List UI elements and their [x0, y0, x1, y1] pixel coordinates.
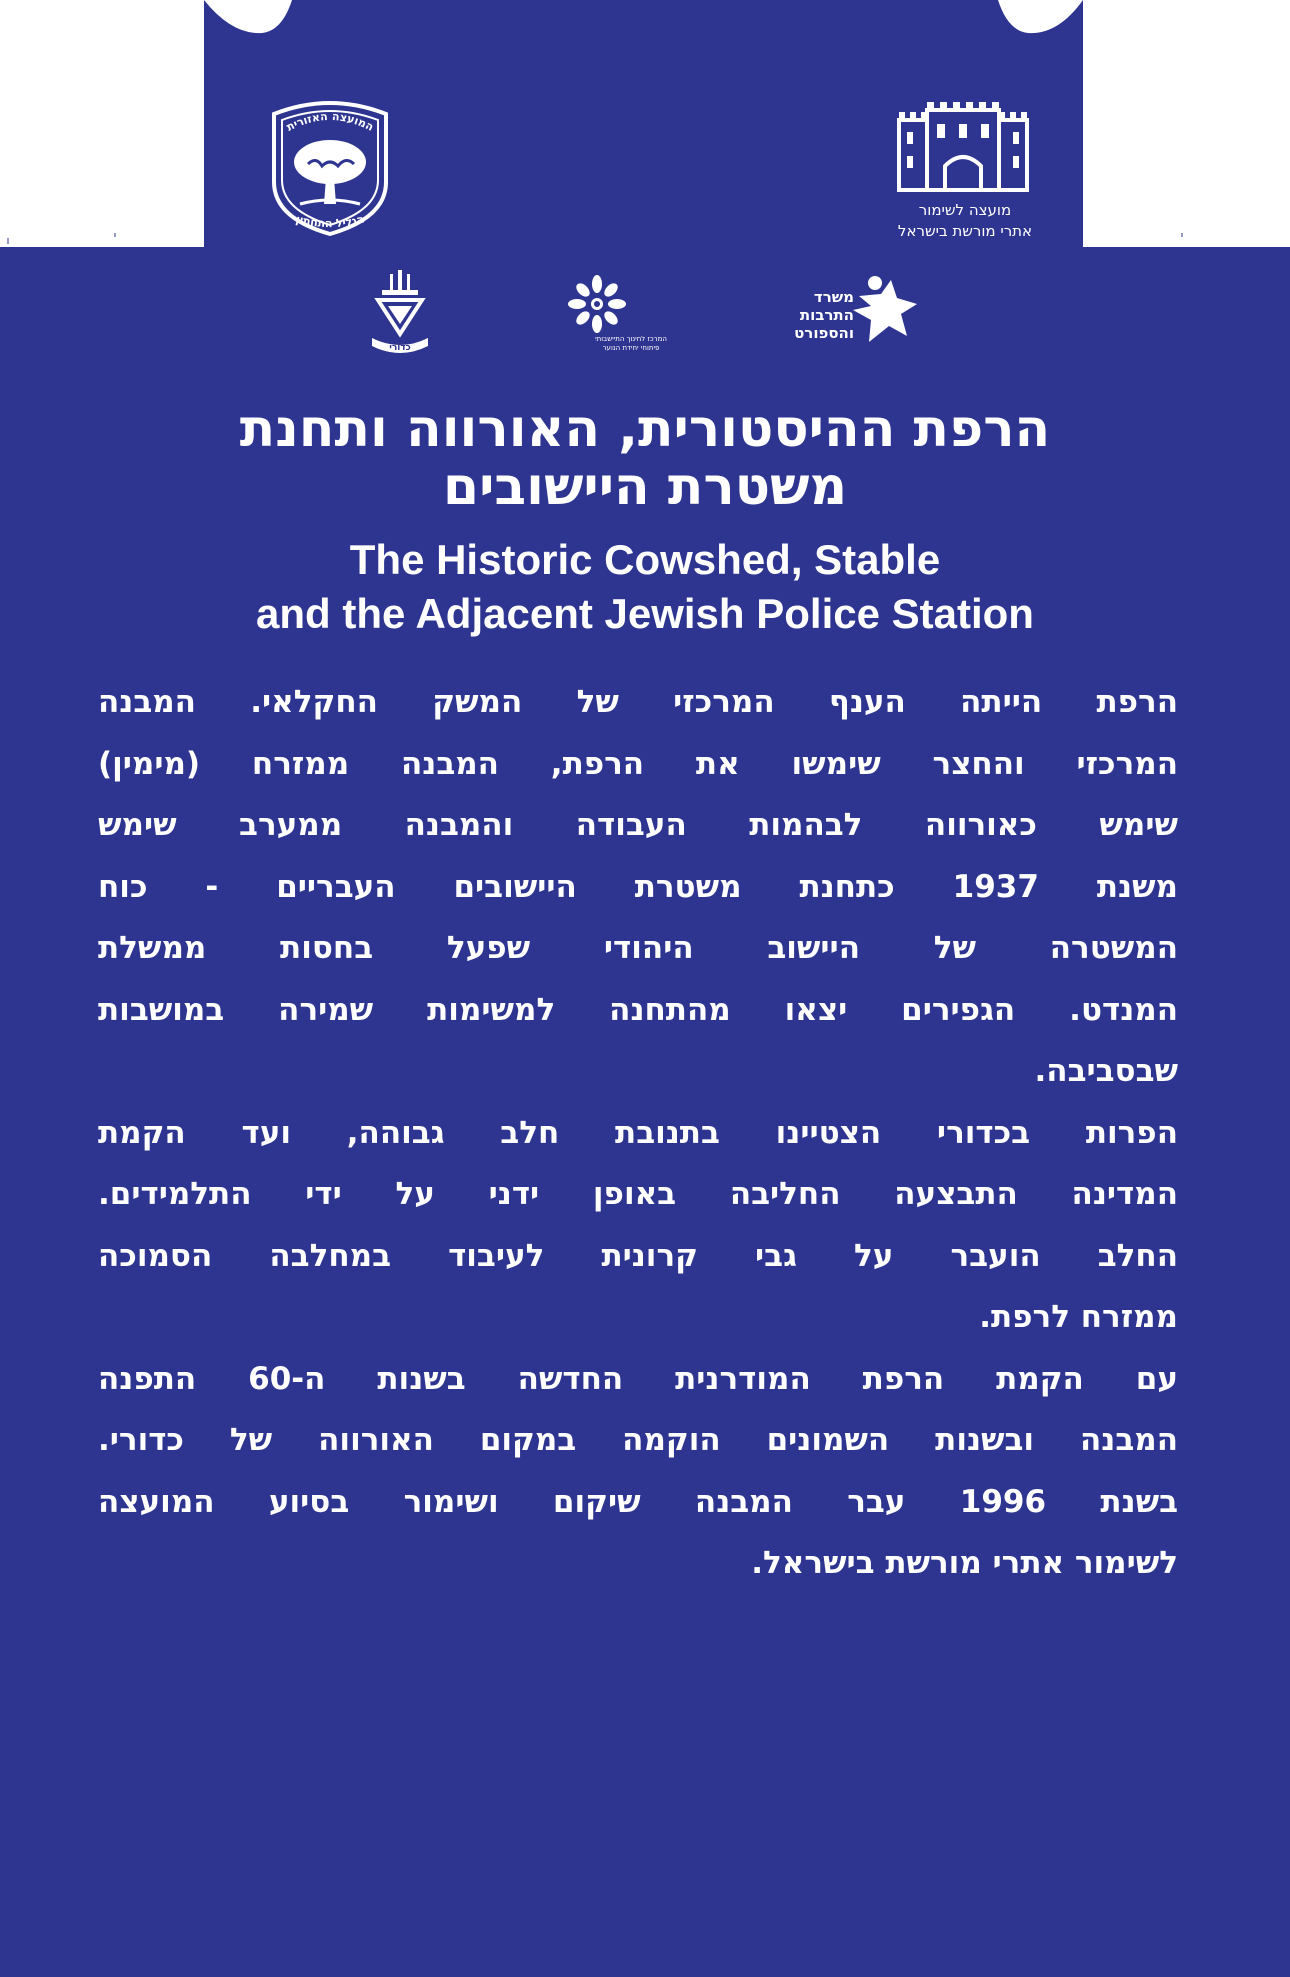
paragraph-2 — [98, 1103, 1178, 1349]
regional-council-crest-icon — [260, 100, 400, 236]
ministry-name-line2: התרבות — [799, 306, 854, 324]
heritage-council-caption — [860, 200, 1070, 242]
body-line: הפרות בכדורי הצטיינו בתנובת חלב גבוהה, ועד הקמת — [98, 1114, 1178, 1151]
body-line: משנת 1937 כתחנת משטרת היישובים העבריים - כוח — [98, 868, 1178, 905]
body-line: המבנה ובשנות השמונים הוקמה במקום האורווה של כדורי. — [98, 1422, 1178, 1458]
paragraph-1 — [98, 672, 1178, 1103]
body-line: שבסביבה. — [1034, 1053, 1178, 1089]
ministry-star-icon — [845, 274, 921, 354]
title-hebrew-line1: הרפת ההיסטורית, האורווה ותחנת — [239, 399, 1051, 459]
body-line: המדינה התבצעה החליבה באופן ידני על ידי התלמידים. — [98, 1176, 1178, 1212]
heritage-council-caption-line2: אתרי מורשת בישראל — [897, 222, 1033, 240]
body-line: עם הקמת הרפת המודרנית החדשה בשנות ה-60 התפנה — [98, 1360, 1179, 1397]
body-line: הרפת הייתה הענף המרכזי של המשק החקלאי. המבנה — [98, 684, 1178, 720]
heritage-council-caption-line1: מועצה לשימור — [918, 201, 1012, 219]
svg-text:הגליל התחתון: הגליל התחתון — [294, 212, 366, 231]
body-line: המנדט. הגפירים יצאו מהתחנה למשימות שמירה במושבות — [98, 991, 1178, 1028]
heritage-council-logo — [893, 100, 1033, 192]
heritage-flower-icon — [566, 275, 628, 333]
heritage-center-caption-line1: המרכז לחינוך התיישבותי — [595, 335, 667, 343]
heritage-center-caption — [546, 335, 716, 353]
heritage-building-icon — [893, 100, 1033, 192]
body-line: בשנת 1996 עבר המבנה שיקום ושימור בסיוע המועצה — [98, 1483, 1178, 1520]
body-text — [98, 672, 1178, 1595]
body-line: ממזרח לרפת. — [979, 1299, 1178, 1335]
title-english — [60, 533, 1230, 641]
paragraph-3 — [98, 1349, 1178, 1595]
ministry-name — [756, 288, 854, 342]
body-line: החלב הועבר על גבי קרונית לעיבוד במחלבה הסמוכה — [98, 1237, 1178, 1274]
school-logo — [368, 268, 432, 358]
svg-text:המועצה האזורית: המועצה האזורית — [284, 109, 376, 134]
body-line: המשטרה של היישוב היהודי שפעל בחסות ממשלת — [98, 930, 1178, 966]
title-hebrew-line2: משטרת היישובים — [442, 457, 848, 517]
ministry-name-line3: והספורט — [794, 324, 854, 342]
body-line: לשימור אתרי מורשת בישראל. — [751, 1545, 1178, 1581]
title-english-line1: The Historic Cowshed, Stable — [349, 536, 941, 583]
school-logo-text: כדורי — [389, 343, 411, 353]
regional-council-logo — [260, 100, 400, 236]
body-line: שימש כאורווה לבהמות העבודה והמבנה ממערב שימש — [98, 807, 1178, 843]
kadoorie-emblem-icon — [368, 268, 432, 358]
title-english-line2: and the Adjacent Jewish Police Station — [256, 590, 1034, 637]
title-hebrew — [60, 400, 1230, 516]
heritage-center-logo — [566, 275, 628, 333]
body-line: המרכזי והחצר שימשו את הרפת, המבנה ממזרח (מימין) — [98, 745, 1178, 782]
ministry-name-line1: משרד — [813, 288, 854, 306]
heritage-center-caption-line2: פיתוחי יחידת הנוער — [602, 344, 660, 352]
ministry-star-logo — [845, 274, 921, 354]
